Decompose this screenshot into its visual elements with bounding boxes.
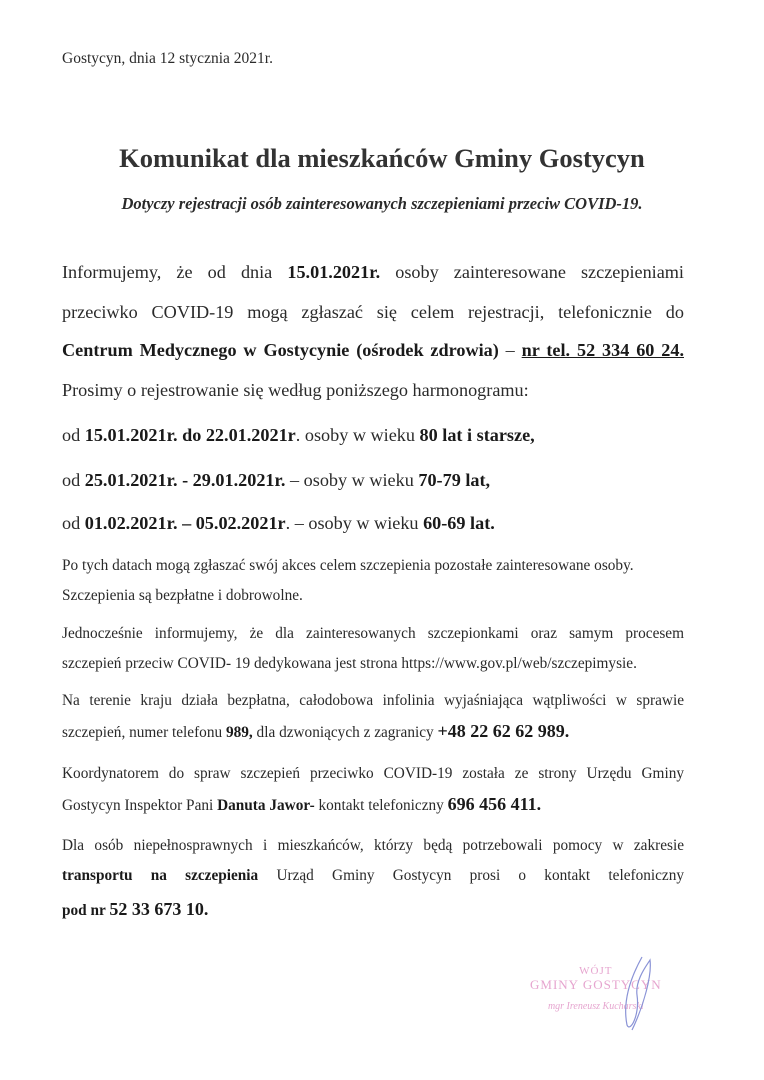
date-line: Gostycyn, dnia 12 stycznia 2021r.: [62, 50, 273, 67]
infoline-international-number: +48 22 62 62 989.: [437, 721, 570, 741]
medical-center-phone: nr tel. 52 334 60 24.: [521, 340, 684, 360]
medical-center-name: Centrum Medycznego w Gostycynie (ośrodek zdrowia): [62, 340, 499, 360]
schedule-row: od 25.01.2021r. - 29.01.2021r. – osoby w wieku 70-79 lat,: [62, 470, 491, 490]
website-line: szczepień przeciw COVID- 19 dedykowana jest strona https://www.gov.pl/web/szczepimysie.: [62, 655, 637, 672]
subtitle: Dotyczy rejestracji osób zainteresowanych szczepieniami przeciw COVID-19.: [121, 194, 643, 213]
start-date: 15.01.2021r.: [287, 262, 381, 282]
schedule-row: od 15.01.2021r. do 22.01.2021r. osoby w wieku 80 lat i starsze,: [62, 425, 535, 445]
page-title: Komunikat dla mieszkańców Gminy Gostycyn: [119, 143, 645, 173]
signature-icon: [602, 955, 672, 1035]
intro-line-3: Centrum Medycznego w Gostycynie (ośrodek zdrowia) – nr tel. 52 334 60 24.: [62, 340, 684, 360]
schedule-row: od 01.02.2021r. – 05.02.2021r. – osoby w wieku 60-69 lat.: [62, 513, 495, 533]
intro-line-2: przeciwko COVID-19 mogą zgłaszać się celem rejestracji, telefonicznie do: [62, 302, 684, 322]
infoline-number: 989,: [225, 724, 253, 741]
transport-phone: 52 33 673 10.: [109, 899, 209, 919]
coordinator-name: Danuta Jawor-: [217, 797, 315, 814]
official-stamp: WÓJT GMINY GOSTYCYN mgr Ireneusz Kucharski: [530, 965, 662, 1012]
intro-line-1: Informujemy, że od dnia 15.01.2021r. osoby zainteresowane szczepieniami: [62, 262, 684, 282]
schedule-lead: Prosimy o rejestrowanie się według poniższego harmonogramu:: [62, 380, 529, 400]
coordinator-phone: 696 456 411.: [447, 794, 542, 814]
